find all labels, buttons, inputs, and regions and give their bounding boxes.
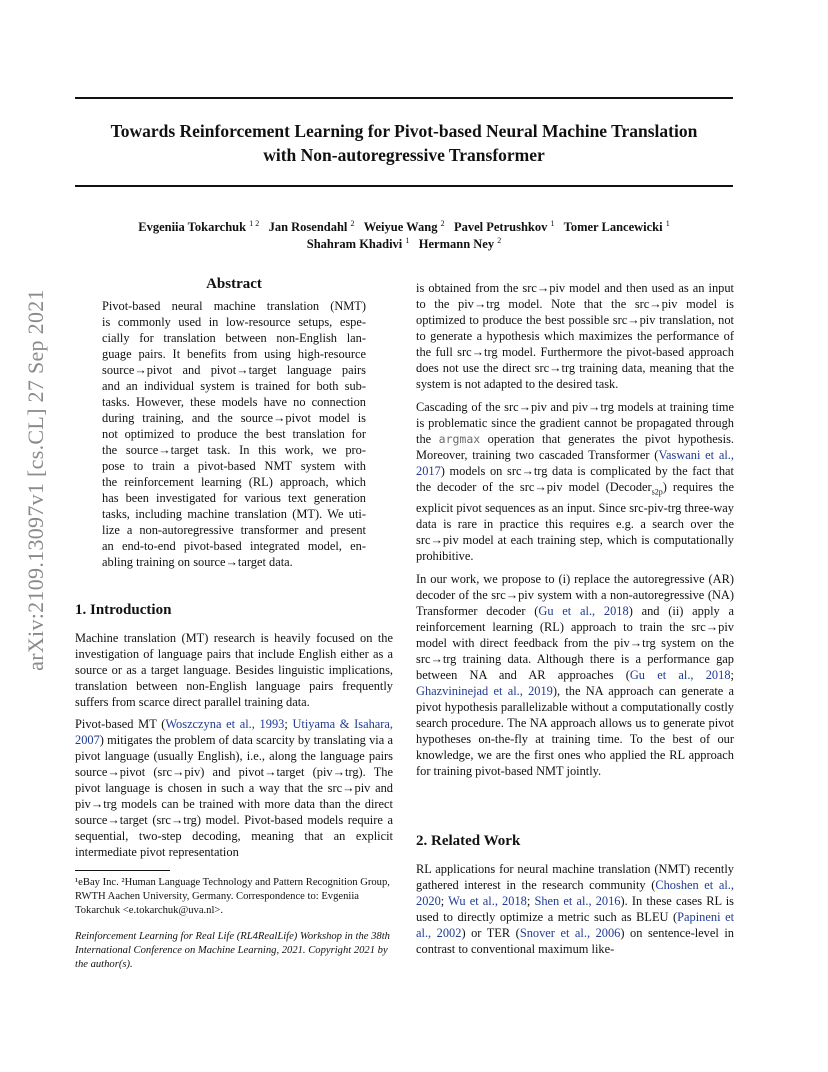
abstract-line: the source→target task. In this work, we pro-	[102, 443, 366, 457]
abstract-line: the reinforcement learning (RL) approach, which	[102, 475, 366, 489]
abstract-line: is commonly used in low-resource setups, espe-	[102, 315, 366, 329]
intro-paragraph-2: Pivot-based MT (Woszczyna et al., 1993; Utiyama & Isahara, 2007) mitigates the problem of data scarcity by translating via a pivot language (usually English), i.e., along the language pairs source→pivot (src→piv) and pivot→target (piv→trg). The pivot language is chosen in such a way that the src→piv and piv→trg models can be trained with more data than the direct source→target (src→trg) model. Pivot-based models require a sequential, two-step decoding, meaning that an explicit intermediate pivot representation	[75, 717, 393, 859]
abstract-line: cially for translation between non-English lan-	[102, 331, 366, 345]
abstract-heading: Abstract	[206, 276, 262, 292]
arxiv-id-text: arXiv:2109.13097v1 [cs.CL] 27 Sep 2021	[23, 289, 48, 671]
title-top-rule	[75, 97, 733, 99]
paper-title-line-2: with Non-autoregressive Transformer	[263, 145, 545, 165]
citation-link[interactable]: Papineni et al., 2002	[416, 910, 735, 940]
author-list-line-2	[75, 232, 733, 253]
arxiv-identifier	[17, 290, 55, 670]
right-column-top	[416, 280, 734, 779]
author: Shahram Khadivi $^1$	[306, 236, 410, 252]
citation-link[interactable]: Gu et al., 2018	[538, 604, 629, 619]
related-paragraph-1: RL applications for neural machine translation (NMT) recently gathered interest in the research community (Choshen et al., 2020; Wu et al., 2018; Shen et al., 2016). In these cases RL is used to directly optimize a metric such as BLEU (Papineni et al., 2002) or TER (Snover et al., 2006) on sentence-level in contrast to conventional maximum like-	[416, 862, 735, 956]
author: Weiyue Wang $^2$	[363, 219, 445, 235]
argmax-operator: argmax	[438, 432, 481, 446]
author: Evgeniia Tokarchuk $^{1 2}$	[138, 219, 260, 235]
abstract-line: pose to train a pivot-based NMT system with	[102, 459, 366, 473]
title-bottom-rule	[75, 185, 733, 187]
abstract-line: guage pairs. It benefits from using high-resource	[102, 347, 366, 361]
footnote-rule	[75, 870, 170, 871]
abstract-line: Pivot-based neural machine translation (NMT)	[102, 299, 366, 313]
right-paragraph-2: Cascading of the src→piv and piv→trg models at training time is problematic since the gradient cannot be propagated through the argmax operation that generates the pivot hypothesis. Moreover, training two cascaded Transformer (Vaswani et al., 2017) models on src→trg data is complicated by the fact that the decoder of the src→piv model (Decoder$_{s2p}$) requires the explicit pivot sequences as an input. Since src-piv-trg three-way data is rare in practice this requires e.g. a search over the src→piv model at each training step, which is computationally prohibitive.	[416, 400, 734, 564]
citation-link[interactable]: Gu et al., 2018	[629, 668, 731, 683]
author: Hermann Ney $^2$	[418, 236, 502, 252]
abstract-line: source→pivot and pivot→target language pairs	[102, 363, 366, 377]
abstract-line: abling training on source→target data.	[102, 555, 293, 569]
related-work-heading: 2. Related Work	[416, 833, 521, 849]
introduction-body	[75, 630, 393, 860]
related-work-body	[416, 861, 734, 957]
abstract-line: tasks. However, these models have no connection	[102, 395, 366, 409]
citation-link[interactable]: Utiyama & Isahara, 2007	[75, 717, 393, 747]
abstract-line: and an individual system is trained for both sub-	[102, 379, 366, 393]
author: Jan Rosendahl $^2$	[268, 219, 355, 235]
abstract-line: an end-to-end pivot-based integrated model, en-	[102, 539, 366, 553]
right-paragraph-3: In our work, we propose to (i) replace the autoregressive (AR) decoder of the src→piv system with a non-autoregressive (NA) Transformer decoder (Gu et al., 2018) and (ii) apply a reinforcement learning (RL) approach to train the src→piv model with direct feedback from the piv→trg system on the src→trg training data. Although there is a performance gap between NA and AR approaches (Gu et al., 2018; Ghazvininejad et al., 2019), the NA approach can generate a pivot hypothesis parallelizable without a computationally costly search procedure. The NA approach allows us to generate pivot hypotheses on-the-fly at training time. To the best of our knowledge, we are the first ones who applied the RL approach for training pivot-based NMT jointly.	[416, 572, 735, 779]
citation-link[interactable]: Snover et al., 2006	[519, 926, 621, 940]
citation-link[interactable]: Shen et al., 2016	[534, 894, 621, 908]
introduction-heading: 1. Introduction	[75, 602, 172, 618]
citation-link[interactable]: Choshen et al., 2020	[416, 878, 734, 908]
abstract-line: lize a non-autoregressive transformer and present	[102, 523, 366, 537]
citation-link[interactable]: Woszczyna et al., 1993	[165, 717, 285, 731]
affiliation-footnote: ¹eBay Inc. ²Human Language Technology and Pattern Recognition Group, RWTH Aachen University, Germany. Correspondence to: Evgeniia Tokarchuk <e.tokarchuk@uva.nl>.	[75, 877, 390, 916]
abstract-line: during training, and the source→pivot model is	[102, 411, 366, 425]
author: Tomer Lancewicki $^1$	[563, 219, 670, 235]
citation-link[interactable]: Vaswani et al., 2017	[416, 448, 734, 478]
intro-paragraph-1: Machine translation (MT) research is heavily focused on the investigation of language pairs that include English either as a source or as a target language. Besides linguistic implications, translation between non-English language pairs frequently suffers from scarce direct parallel training data.	[75, 631, 393, 709]
right-paragraph-1: is obtained from the src→piv model and then used as an input to the piv→trg model. Note that the src→piv model is optimized to produce the best possible src→piv translation, not to generate a hypothesis which maximizes the performance of the full src→trg model. Furthermore the pivot-based approach does not use the direct src→trg training data, meaning that the system is not adapted to the desired task.	[416, 281, 734, 391]
abstract-line: tasks, including machine translation (MT). We uti-	[102, 507, 366, 521]
abstract-line: has been investigated for various text generation	[102, 491, 366, 505]
paper-title-line-1: Towards Reinforcement Learning for Pivot-based Neural Machine Translation	[110, 121, 698, 141]
citation-link[interactable]: Wu et al., 2018	[448, 894, 527, 908]
citation-link[interactable]: Ghazvininejad et al., 2019	[416, 684, 553, 699]
abstract-line: not optimized to produce the best translation for	[102, 427, 366, 441]
workshop-footnote: Reinforcement Learning for Real Life (RL4RealLife) Workshop in the 38th International Conference on Machine Learning, 2021. Copyright 2021 by the author(s).	[75, 931, 390, 970]
author: Pavel Petrushkov $^1$	[453, 219, 555, 235]
